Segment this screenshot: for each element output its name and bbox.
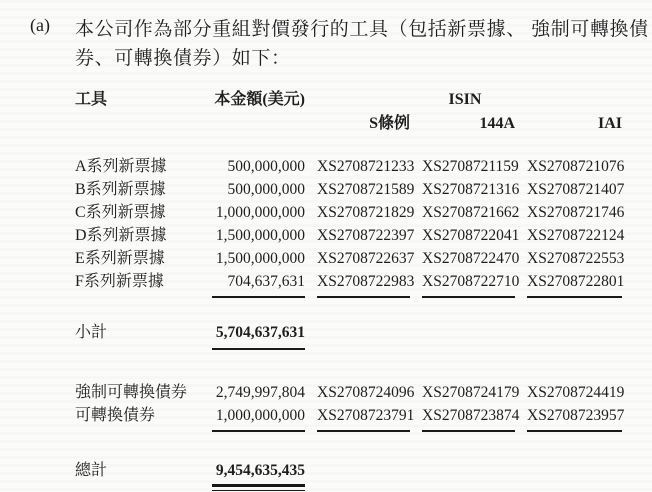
isin-reg-s: XS2708722983 (317, 270, 410, 298)
principal-amount: 1,000,000,000 (215, 204, 305, 221)
isin-iai: XS2708723957 (527, 404, 622, 432)
isin-144a: XS2708723874 (422, 404, 515, 432)
principal-amount: 1,500,000,000 (215, 227, 305, 244)
table-row-total (75, 459, 622, 483)
header-iai: IAI (597, 115, 622, 132)
principal-amount: 500,000,000 (227, 158, 305, 175)
header-principal-usd: 本金額(美元) (214, 91, 305, 108)
principal-amount: 1,000,000,000 (212, 404, 305, 432)
table-row-series-c (75, 201, 625, 224)
instruments-table (75, 88, 625, 483)
isin-reg-s: XS2708721829 (317, 204, 415, 221)
isin-reg-s: XS2708721233 (317, 158, 415, 175)
table-row-series-b (75, 178, 625, 201)
paragraph-line-2: 券、可轉換債券）如下： (75, 48, 291, 69)
subtotal-amount: 5,704,637,631 (212, 321, 305, 350)
isin-144a: XS2708724179 (422, 384, 520, 401)
paragraph-line-1: 本公司作為部分重組對價發行的工具（包括新票據、 強制可轉換債 (75, 19, 649, 40)
table-header-row-1 (75, 88, 622, 112)
instrument-label: F系列新票據 (75, 273, 164, 290)
header-instrument: 工具 (75, 91, 108, 108)
table-header-row-2 (75, 112, 622, 136)
isin-144a: XS2708722041 (422, 227, 520, 244)
isin-reg-s: XS2708722397 (317, 227, 415, 244)
principal-amount: 704,637,631 (212, 270, 305, 298)
total-label: 總計 (75, 462, 108, 479)
table-row-subtotal (75, 321, 622, 350)
instrument-label: 可轉換債券 (75, 407, 156, 424)
table-row-series-e (75, 247, 625, 270)
isin-iai: XS2708724419 (527, 384, 625, 401)
isin-reg-s: XS2708722637 (317, 250, 415, 267)
isin-reg-s: XS2708723791 (317, 404, 410, 432)
header-isin-group: ISIN (448, 91, 482, 108)
isin-iai: XS2708721076 (527, 158, 625, 175)
instrument-label: D系列新票據 (75, 227, 167, 244)
isin-144a: XS2708721316 (422, 181, 520, 198)
isin-144a: XS2708722470 (422, 250, 520, 267)
total-amount: 9,454,635,435 (212, 459, 305, 483)
intro-paragraph (30, 15, 649, 73)
isin-iai: XS2708722553 (527, 250, 625, 267)
principal-amount: 2,749,997,804 (215, 384, 305, 401)
table-row-series-f (75, 270, 625, 298)
table-row-series-a (75, 155, 625, 178)
isin-144a: XS2708722710 (422, 270, 515, 298)
isin-144a: XS2708721662 (422, 204, 520, 221)
isin-reg-s: XS2708721589 (317, 181, 415, 198)
table-row-convertible (75, 404, 625, 432)
instrument-label: C系列新票據 (75, 204, 166, 221)
principal-amount: 1,500,000,000 (215, 250, 305, 267)
isin-iai: XS2708722801 (527, 270, 622, 298)
header-reg-s: S條例 (369, 115, 410, 132)
isin-iai: XS2708722124 (527, 227, 625, 244)
instrument-label: 強制可轉換債券 (75, 384, 188, 401)
instrument-label: B系列新票據 (75, 181, 166, 198)
isin-reg-s: XS2708724096 (317, 384, 415, 401)
subtotal-label: 小計 (75, 324, 108, 341)
table-row-mandatory-convertible (75, 381, 625, 404)
isin-iai: XS2708721746 (527, 204, 625, 221)
header-144a: 144A (479, 115, 515, 132)
list-item-marker: (a) (30, 15, 50, 35)
isin-iai: XS2708721407 (527, 181, 625, 198)
principal-amount: 500,000,000 (227, 181, 305, 198)
instrument-label: A系列新票據 (75, 158, 167, 175)
instrument-label: E系列新票據 (75, 250, 165, 267)
table-row-series-d (75, 224, 625, 247)
isin-144a: XS2708721159 (422, 158, 519, 175)
